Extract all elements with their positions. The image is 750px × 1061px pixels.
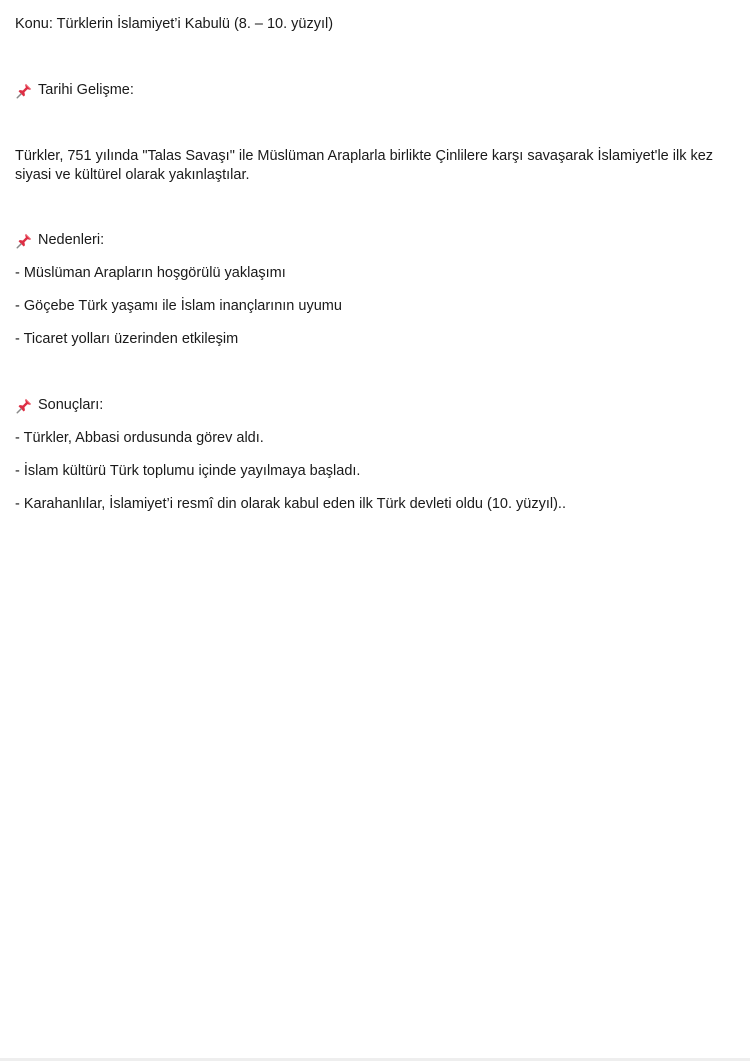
list-item: - Türkler, Abbasi ordusunda görev aldı.	[15, 430, 264, 446]
list-item: - Karahanlılar, İslamiyet’i resmî din olarak kabul eden ilk Türk devleti oldu (10. yüzyıl)..	[15, 496, 566, 512]
list-item: - İslam kültürü Türk toplumu içinde yayılmaya başladı.	[15, 463, 361, 479]
pushpin-icon	[15, 397, 33, 415]
list-item: - Göçebe Türk yaşamı ile İslam inançlarının uyumu	[15, 298, 342, 314]
section-heading-label: Nedenleri:	[38, 232, 105, 248]
section-heading-development	[15, 81, 740, 100]
pushpin-icon	[15, 232, 33, 250]
pushpin-icon	[15, 82, 33, 100]
development-paragraph: Türkler, 751 yılında "Talas Savaşı" ile Müslüman Araplarla birlikte Çinlilere karşı savaşarak İslamiyet'le ilk kez siyasi ve kültürel olarak yakınlaştılar.	[15, 148, 714, 183]
list-item: - Müslüman Arapların hoşgörülü yaklaşımı	[15, 265, 286, 281]
list-item: - Ticaret yolları üzerinden etkileşim	[15, 331, 239, 347]
section-heading-label: Sonuçları:	[38, 397, 104, 413]
section-heading-reasons	[15, 231, 740, 250]
section-heading-results	[15, 396, 740, 415]
section-heading-label: Tarihi Gelişme:	[38, 82, 134, 98]
topic-title: Konu: Türklerin İslamiyet’i Kabulü (8. – 10. yüzyıl)	[15, 16, 334, 32]
